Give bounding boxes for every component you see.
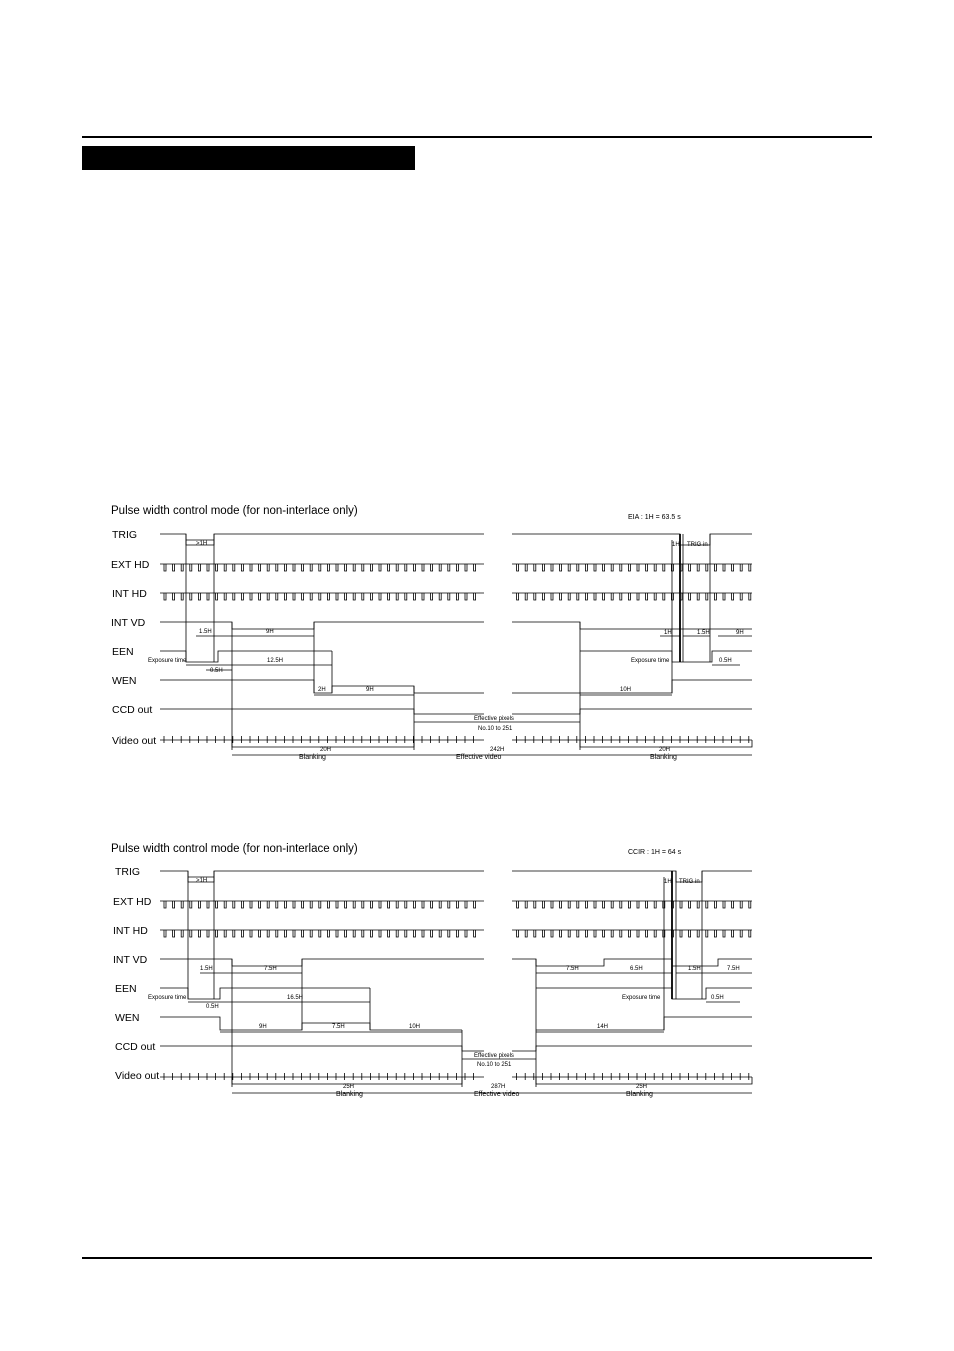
ccd-out-waveform-right — [512, 709, 752, 714]
diagram-title: Pulse width control mode (for non-interlace only) — [111, 843, 358, 855]
label-effective-pixels: Effective pixels — [474, 1053, 514, 1059]
label-wen-10h: 10H — [409, 1024, 421, 1030]
label-vd-9h: 9H — [266, 629, 274, 635]
label-trig-1h: 1H — [664, 879, 672, 885]
label-blanking-count-right: 25H — [636, 1084, 648, 1090]
trig-waveform — [160, 871, 484, 882]
standard-note: EIA : 1H = 63.5 s — [628, 514, 681, 521]
label-blanking-count-left: 25H — [343, 1084, 355, 1090]
signal-label-int-hd: INT HD — [112, 588, 147, 600]
wen-waveform-right — [536, 1017, 752, 1030]
label-wen-14h: 14H — [597, 1024, 609, 1030]
label-een-12-5h: 12.5H — [267, 658, 284, 664]
int-vd-waveform-right — [512, 622, 752, 629]
label-trig-min-width: >1H — [196, 541, 208, 547]
int-vd-waveform — [160, 959, 484, 966]
int-hd-pulses — [160, 930, 752, 937]
signal-label-wen: WEN — [115, 1012, 140, 1024]
label-vd-right-6-5h: 6.5H — [630, 966, 643, 972]
label-vd-right-7-5h: 7.5H — [566, 966, 579, 972]
trig-waveform-right — [512, 534, 752, 545]
label-vd-right-1-5h: 1.5H — [688, 966, 701, 972]
label-trig-1h: 1H — [672, 542, 680, 548]
label-exposure-time-right: Exposure time — [631, 658, 670, 664]
label-pixel-range: No.10 to 251 — [478, 726, 513, 732]
label-effective-video-count: 287H — [491, 1084, 506, 1090]
signal-label-ext-hd: EXT HD — [113, 896, 152, 908]
signal-label-ext-hd: EXT HD — [111, 559, 150, 571]
label-effective-video: Effective video — [474, 1091, 520, 1098]
label-vd-right-1-5h: 1.5H — [697, 630, 710, 636]
standard-note: CCIR : 1H = 64 s — [628, 849, 682, 856]
een-waveform — [160, 988, 370, 999]
diagram-title: Pulse width control mode (for non-interlace only) — [111, 505, 358, 517]
label-een-16-5h: 16.5H — [287, 995, 304, 1001]
trig-waveform-right — [512, 871, 752, 882]
label-vd-right-9h: 9H — [736, 630, 744, 636]
section-title-bar — [82, 146, 415, 170]
label-blanking-left: Blanking — [336, 1091, 363, 1098]
timing-diagram-eia — [0, 500, 954, 800]
timing-diagram-ccir — [0, 837, 954, 1137]
signal-label-int-vd: INT VD — [113, 954, 148, 966]
video-out-pulses — [160, 736, 752, 747]
ccd-out-waveform-right — [512, 1046, 752, 1051]
signal-label-video-out: Video out — [112, 735, 157, 747]
signal-label-wen: WEN — [112, 675, 137, 687]
label-blanking-count-left: 20H — [320, 747, 332, 753]
label-effective-video: Effective video — [456, 754, 502, 761]
label-trig-min-width: >1H — [196, 878, 208, 884]
label-een-0-5h: 0.5H — [210, 668, 223, 674]
bottom-rule — [82, 1257, 872, 1259]
int-vd-waveform-right — [512, 959, 752, 966]
wen-waveform-right — [512, 680, 752, 693]
label-wen-9h: 9H — [259, 1024, 267, 1030]
label-exposure-time-right: Exposure time — [622, 995, 661, 1001]
signal-label-ccd-out: CCD out — [112, 704, 153, 716]
int-vd-waveform — [160, 622, 484, 629]
video-out-pulses — [160, 1073, 752, 1084]
label-wen-2h: 2H — [318, 687, 326, 693]
label-blanking-left: Blanking — [299, 754, 326, 761]
signal-label-een: EEN — [115, 983, 137, 995]
label-een-right-0-5h: 0.5H — [711, 995, 724, 1001]
label-effective-pixels: Effective pixels — [474, 716, 514, 722]
ccd-out-waveform — [160, 1046, 484, 1051]
signal-label-een: EEN — [112, 646, 134, 658]
label-blanking-right: Blanking — [626, 1091, 653, 1098]
ext-hd-pulses — [160, 564, 752, 571]
label-een-right-0-5h: 0.5H — [719, 658, 732, 664]
label-vd-1-5h: 1.5H — [200, 966, 213, 972]
label-vd-7-5h: 7.5H — [264, 966, 277, 972]
label-vd-right-1h: 1H — [664, 630, 672, 636]
label-wen-7-5h: 7.5H — [332, 1024, 345, 1030]
top-rule — [82, 136, 872, 138]
signal-label-ccd-out: CCD out — [115, 1041, 156, 1053]
label-effective-video-count: 242H — [490, 747, 505, 753]
label-pixel-range: No.10 to 251 — [477, 1062, 512, 1068]
label-trig-in: TRIG in — [687, 542, 708, 548]
ccd-out-waveform — [160, 709, 484, 714]
int-hd-pulses — [160, 593, 752, 600]
label-wen-9h: 9H — [366, 687, 374, 693]
label-wen-10h: 10H — [620, 687, 632, 693]
ext-hd-pulses — [160, 901, 752, 908]
label-exposure-time: Exposure time — [148, 658, 187, 664]
label-vd-1-5h: 1.5H — [199, 629, 212, 635]
label-blanking-count-right: 20H — [659, 747, 671, 753]
label-exposure-time: Exposure time — [148, 995, 187, 1001]
label-blanking-right: Blanking — [650, 754, 677, 761]
trig-waveform — [160, 534, 484, 545]
label-een-0-5h: 0.5H — [206, 1004, 219, 1010]
signal-label-int-hd: INT HD — [113, 925, 148, 937]
signal-label-trig: TRIG — [112, 529, 138, 541]
label-trig-in: TRIG in — [679, 879, 700, 885]
signal-label-int-vd: INT VD — [111, 617, 146, 629]
signal-label-trig: TRIG — [115, 866, 141, 878]
label-vd-right-7-5h-b: 7.5H — [727, 966, 740, 972]
signal-label-video-out: Video out — [115, 1070, 160, 1082]
